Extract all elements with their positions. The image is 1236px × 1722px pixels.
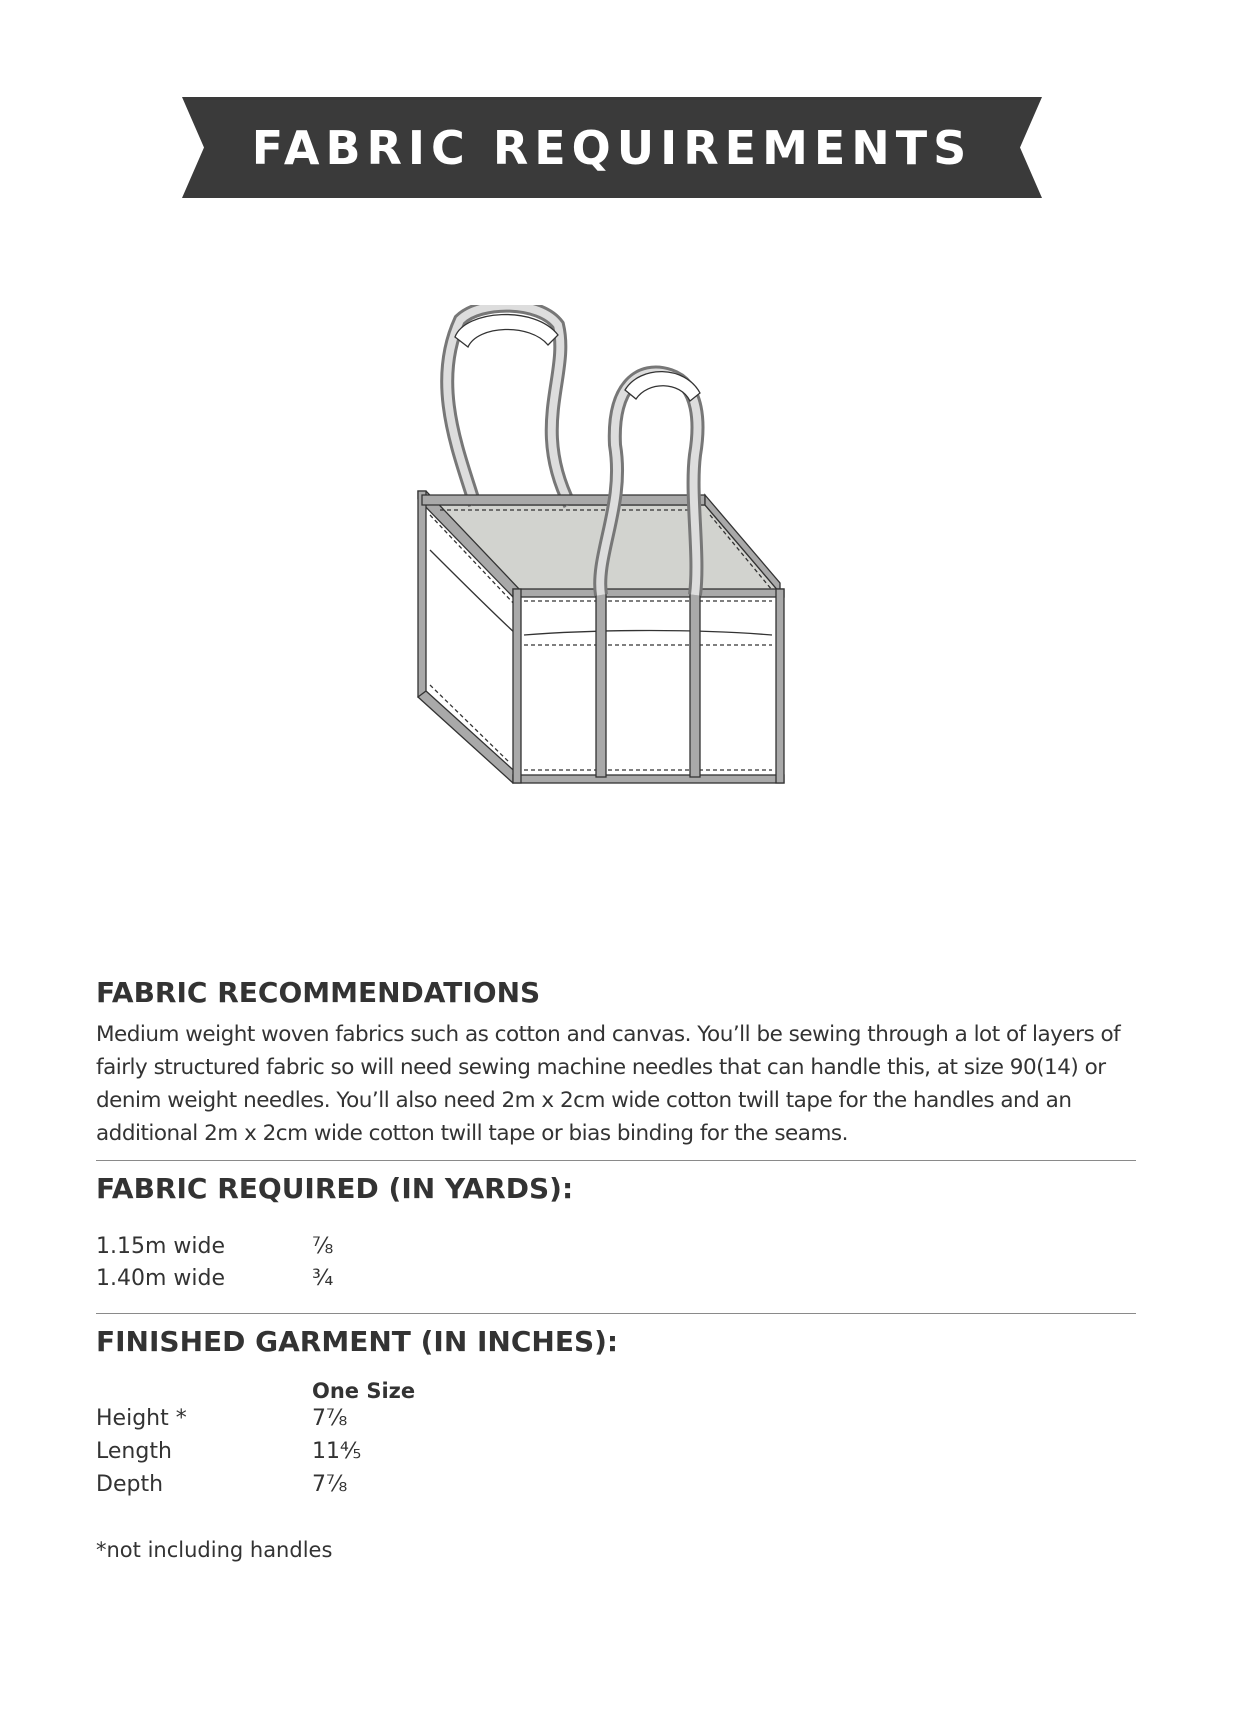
- row-label: 1.15m wide: [96, 1234, 226, 1259]
- row-label: Length: [96, 1439, 172, 1464]
- row-value: 7⅞: [312, 1472, 348, 1497]
- finished-garment-heading: FINISHED GARMENT (IN INCHES):: [96, 1325, 619, 1358]
- row-label: 1.40m wide: [96, 1266, 226, 1291]
- recommendations-text: Medium weight woven fabrics such as cotton and canvas. You’ll be sewing through a lot of layers of fairly structured fabric so will need sewing machine needles that can handle this, at size 90(14) or denim weight needles. You’ll also need 2m x 2cm wide cotton twill tape for the handles and an additional 2m x 2cm wide cotton twill tape or bias binding for the seams.: [96, 1022, 1121, 1146]
- fabric-required-heading: FABRIC REQUIRED (IN YARDS):: [96, 1172, 574, 1205]
- row-value: ⅞: [312, 1234, 334, 1259]
- title-banner: [182, 97, 1042, 198]
- row-label: Height *: [96, 1406, 187, 1431]
- footnote: *not including handles: [96, 1538, 333, 1562]
- divider: [96, 1313, 1136, 1314]
- divider: [96, 1160, 1136, 1161]
- size-column-header: One Size: [312, 1379, 416, 1403]
- bag-illustration: [400, 305, 840, 795]
- row-value: 7⅞: [312, 1406, 348, 1431]
- row-value: 11⅘: [312, 1439, 362, 1464]
- back-handle: [447, 306, 570, 505]
- page-title: FABRIC REQUIREMENTS: [251, 120, 973, 175]
- row-value: ¾: [312, 1266, 334, 1291]
- row-label: Depth: [96, 1472, 164, 1497]
- recommendations-heading: FABRIC RECOMMENDATIONS: [96, 976, 541, 1009]
